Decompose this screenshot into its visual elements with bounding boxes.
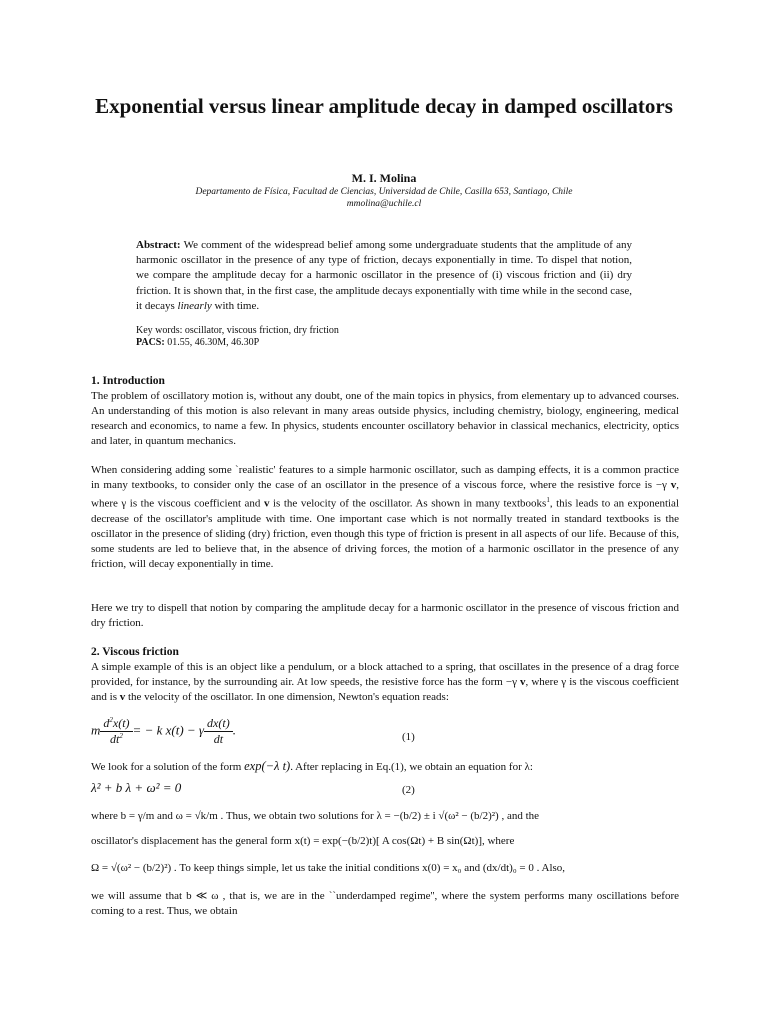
section-1-paragraph-3: Here we try to dispell that notion by comparing the amplitude decay for a harmonic oscillator in the presence of viscous friction and dry friction. [91,602,679,629]
reference-1: 1 [546,496,550,504]
p2-text-a: When considering adding some `realistic' features to a simple harmonic oscillator, such as damping effects, it is a common practice in many textbooks, to consider only the case of an oscillator in the presence of a viscous force, where the resistive force is −γ [91,464,679,491]
s2p1-text-c: the velocity of the oscillator. In one dimension, Newton's equation reads: [125,691,449,703]
equation-2: λ² + b λ + ω² = 0 [91,780,182,795]
s2p1-vec-v-2: v [119,691,126,703]
pacs-label: PACS: [136,337,165,348]
abstract [136,238,632,314]
keywords-block [136,325,632,349]
s2p2-text-a: We look for a solution of the form [91,761,245,773]
section-1-paragraph-1: The problem of oscillatory motion is, without any doubt, one of the main topics in physics, from elementary up to advanced courses. An understanding of this motion is also relevant in many areas outside physics, including chemistry, biology, engineering, medical research and economics, to name a few. In physics, students encounter oscillatory behavior in classical mechanics, electricity, optics and later, in quantum mechanics. [91,390,679,447]
s2p1-text-a: A simple example of this is an object like a pendulum, or a block attached to a spring, that oscillates in the presence of a drag force provided, for instance, by the surrounding air. At low speeds, the resistive force has the form −γ [91,661,679,688]
equation-1: m $\frac{d^2x(t)}{dt^2}$ = − k x(t) − γ $\frac{dx(t)}{dt}$ . [91,716,236,746]
section-2-paragraph-4: we will assume that b ≪ ω , that is, we are in the ``underdamped regime'', where the system performs many oscillations before coming to a rest. Thus, we obtain [91,890,679,917]
author-affiliation [0,186,768,210]
pacs-value: 01.55, 46.30M, 46.30P [164,337,260,348]
s2p2-text-b: . After replacing in Eq.(1), we obtain an equation for λ: [290,761,533,773]
p2-text-d: , this leads to an exponential decrease of the oscillator's amplitude with time. One important case which is not normally treated in standard textbooks is the oscillator in the presence of sliding (dry) friction, even though this type of friction is present in all aspects of our life. Because of this, some students are led to believe that, in the absence of driving forces, the motion of a harmonic oscillator in the presence of any friction, will decay exponentially in time. [91,497,679,570]
s2p2-expression: exp(−λ t) [244,759,291,773]
equation-1-number: (1) [402,731,415,743]
abstract-text-a: We comment of the widespread belief among some undergraduate students that the amplitude of any harmonic oscillator in the presence of any type of friction, decays exponentially in time. To dispel that notion, we compare the amplitude decay for a harmonic oscillator in the presence of (i) viscous friction and (ii) dry friction. It is shown that, in the first case, the amplitude decays exponentially with time while in the second case, it decays [136,239,632,312]
section-1-heading: 1. Introduction [91,375,165,387]
p2-vec-v: v [670,479,677,491]
section-2-heading: 2. Viscous friction [91,646,179,658]
section-2-paragraph-2 [91,759,679,774]
section-2-paragraph-3-line-2: oscillator's displacement has the general form x(t) = exp(−(b/2)t)[ A cos(Ωt) + B sin(Ωt)], where [91,835,515,847]
p2-text-c: is the velocity of the oscillator. As shown in many textbooks [269,497,547,510]
section-2-paragraph-3-line-3: Ω = √(ω² − (b/2)²) . To keep things simple, let us take the initial conditions x(0) = x₀ and (dx/dt)₀ = 0 . Also, [91,862,566,874]
section-1-paragraph-2 [91,463,679,572]
s2p1-vec-v: v [520,676,526,688]
affiliation-text: Departamento de Física, Facultad de Ciencias, Universidad de Chile, Casilla 653, Santiago, Chile [195,187,573,197]
section-2-paragraph-1 [91,660,679,705]
paper-title: Exponential versus linear amplitude decay in damped oscillators [95,94,673,118]
abstract-text-b: with time. [211,299,260,312]
abstract-emphasis: linearly [177,299,212,312]
p2-vec-v-2: v [263,497,270,510]
abstract-label: Abstract: [136,239,181,251]
s2p1-text-b: , where γ is the viscous coefficient and is [91,676,679,703]
section-2-paragraph-3-line-1: where b = γ/m and ω = √k/m . Thus, we obtain two solutions for λ = −(b/2) ± i √(ω² − (b/2)²) , and the [91,810,540,822]
pacs [136,337,632,349]
author-email: mmolina@uchile.cl [346,199,422,209]
p2-text-b: , where γ is the viscous coefficient and [91,479,679,510]
equation-2-number: (2) [402,784,415,796]
keywords: Key words: oscillator, viscous friction, dry friction [136,325,339,336]
author-name: M. I. Molina [351,171,417,185]
